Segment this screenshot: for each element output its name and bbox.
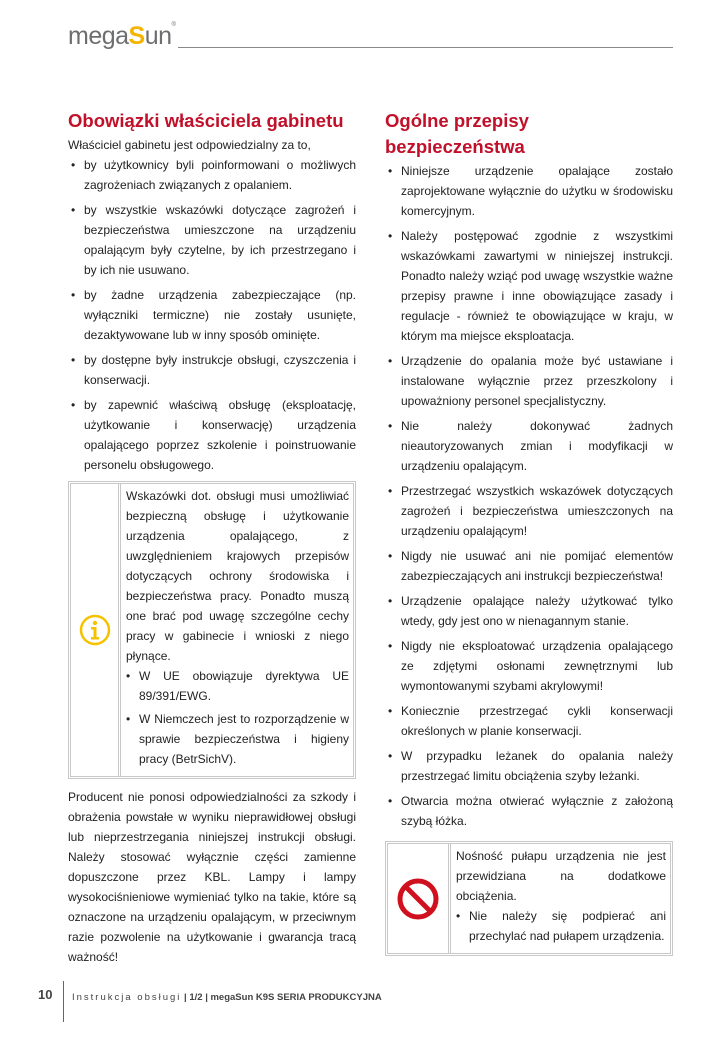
page-number: 10 [38,987,53,1002]
megasun-logo: megaSun® [68,22,176,50]
page-header [0,0,724,100]
list-item: • by użytkownicy byli poinformowani o możliwych zagrożeniach związanych z opalaniem. [68,155,356,195]
info-box [68,481,356,779]
list-item: • Przestrzegać wszystkich wskazówek dotyczących zagrożeń i bezpieczeństwa umieszczonych na urządzeniu opalającym! [385,481,673,541]
liability-text: Producent nie ponosi odpowiedzialności za szkody i obrażenia powstałe w wyniku nieprawidłowej obsługi lub nieprzestrzegania niniejszej instrukcji obsługi. Należy stosować wyłącznie części zamienne dopuszczone przez KBL. Lampy i lampy wysokociśnieniowe wymieniać tylko na takie, które są oznaczone na urządzeniu opalającym, w przeciwnym razie pozwolenie na użytkowanie i gwarancja tracą ważność! [68,790,356,964]
owner-duties-list [68,155,356,475]
info-icon [71,484,121,776]
list-item: • Niniejsze urządzenie opalające zostało zaprojektowane wyłącznie do użytku w środowisku komercyjnym. [385,161,673,221]
list-item: • Koniecznie przestrzegać cykli konserwacji określonych w planie konserwacji. [385,701,673,741]
warning-box [385,841,673,956]
prohibition-icon [388,844,451,953]
list-item: • by wszystkie wskazówki dotyczące zagrożeń i bezpieczeństwa umieszczone na urządzeniu opalającym były czytelne, by ich przestrzegano i by ich nie usuwano. [68,200,356,280]
list-item: • Nie należy się podpierać ani przechylać nad pułapem urządzenia. [456,906,666,946]
safety-rules-list [385,161,673,831]
list-item: • by zapewnić właściwą obsługę (eksploatację, użytkowanie i konserwację) urządzenia opalającego poprzez szkolenie i poinstruowanie personelu obsługowego. [68,395,356,475]
left-column [68,108,356,967]
footer-divider [63,981,64,1022]
list-item: • by żadne urządzenia zabezpieczające (np. wyłączniki termiczne) nie zostały usunięte, dezaktywowane lub w inny sposób ominięte. [68,285,356,345]
section-title: Ogólne przepisy bezpieczeństwa [385,110,529,157]
warning-text: Nośność pułapu urządzenia nie jest przewidziana na dodatkowe obciążenia. [456,849,666,903]
footer-text: Instrukcja obsługi | 1/2 | megaSun K9S SERIA PRODUKCYJNA [72,992,382,1003]
list-item: • W Niemczech jest to rozporządzenie w sprawie bezpieczeństwa i higieny pracy (BetrSichV). [126,709,349,769]
list-item: • Otwarcia można otwierać wyłącznie z założoną szybą łóżka. [385,791,673,831]
list-item: • Należy postępować zgodnie z wszystkimi wskazówkami zawartymi w niniejszej instrukcji. Ponadto należy wziąć pod uwagę wszystkie ważne przepisy prawne i inne obowiązujące zasady i regulacje - również te obowiązujące w kraju, w którym ma miejsce eksploatacja. [385,226,673,346]
list-item: • W UE obowiązuje dyrektywa UE 89/391/EWG. [126,666,349,706]
page-footer [0,967,724,1047]
list-item: • Nie należy dokonywać żadnych nieautoryzowanych zmian i modyfikacji w urządzeniu opalającym. [385,416,673,476]
list-item: • Nigdy nie eksploatować urządzenia opalającego ze zdjętymi osłonami zewnętrznymi lub wymontowanymi szybami akrylowymi! [385,636,673,696]
intro-text: Właściciel gabinetu jest odpowiedzialny za to, [68,138,311,152]
list-item: • Nigdy nie usuwać ani nie pomijać elementów zabezpieczających ani instrukcji bezpieczeństwa! [385,546,673,586]
list-item: • by dostępne były instrukcje obsługi, czyszczenia i konserwacji. [68,350,356,390]
list-item: • Urządzenie opalające należy użytkować tylko wtedy, gdy jest ono w nienagannym stanie. [385,591,673,631]
list-item: • Urządzenie do opalania może być ustawiane i instalowane wyłącznie przez przeszkolony i upoważniony personel specjalistyczny. [385,351,673,411]
header-rule [178,47,673,48]
section-title: Obowiązki właściciela gabinetu [68,110,344,131]
right-column [385,108,673,967]
list-item: • W przypadku leżanek do opalania należy przestrzegać limitu obciążenia szyby leżanki. [385,746,673,786]
content-columns [0,100,724,967]
info-text: Wskazówki dot. obsługi musi umożliwiać bezpieczną obsługę i użytkowanie urządzenia opalającego, z uwzględnieniem krajowych przepisów dotyczących ochrony środowiska i bezpieczeństwa pracy. Ponadto muszą one brać pod uwagę szczególne cechy pracy w gabinecie i wnioski z niego płynące. [126,489,349,663]
